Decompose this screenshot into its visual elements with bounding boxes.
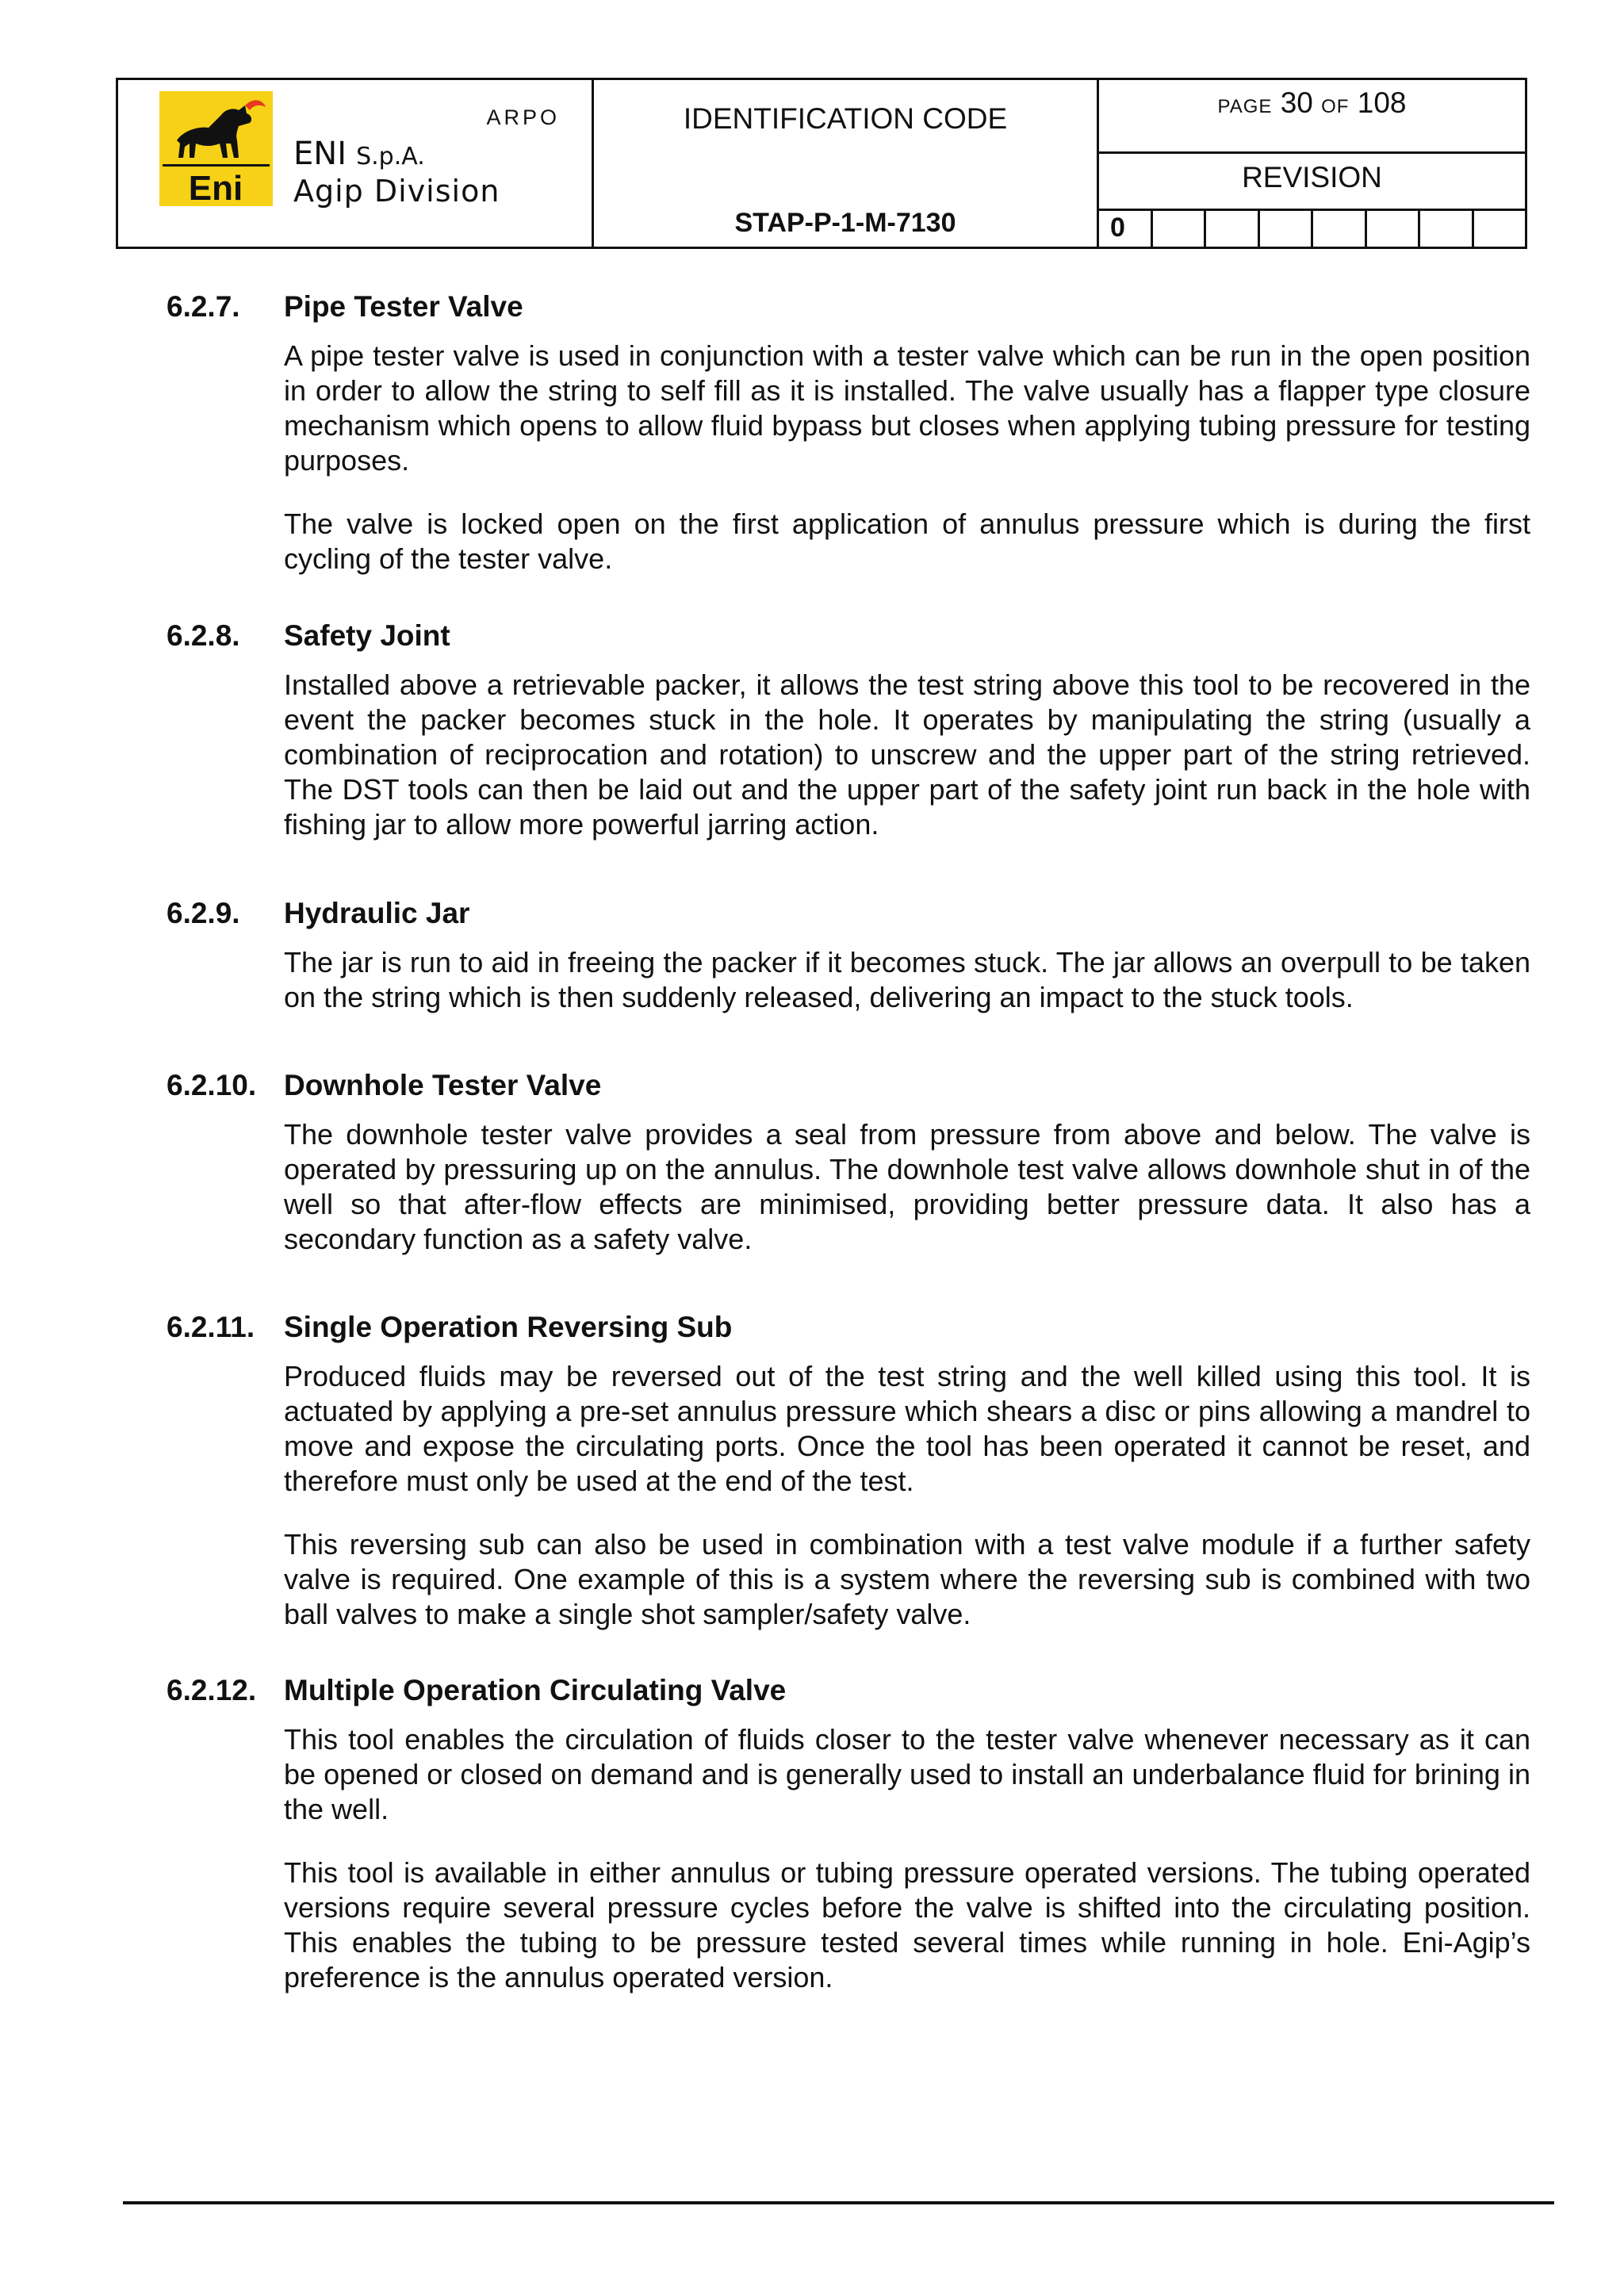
section-number: 6.2.8. bbox=[167, 619, 240, 652]
paragraph: This reversing sub can also be used in combination with a test valve module if a further safety valve is required. One example of this is a system where the reversing sub is combined with two ball valves to make a single shot sampler/safety valve. bbox=[284, 1528, 1530, 1630]
paragraph: This tool is available in either annulus or tubing pressure operated versions. The tubing operated versions require several pressure cycles before the valve is shifted into the circulating position. This enables the tubing to be pressure tested several times while running in hole. Eni-Agip’s preference is the annulus operated version. bbox=[284, 1856, 1530, 1993]
section-heading bbox=[167, 289, 1530, 324]
section-heading bbox=[167, 1068, 1530, 1103]
document-header bbox=[116, 78, 1527, 249]
page-prefix: PAGE bbox=[1217, 96, 1273, 117]
eni-logo bbox=[159, 91, 273, 206]
section-downhole-tester-valve bbox=[167, 1068, 1530, 1285]
revision-grid bbox=[1099, 209, 1525, 247]
revision-cell bbox=[1260, 209, 1314, 247]
revision-cell bbox=[1313, 209, 1367, 247]
paragraph: Produced fluids may be reversed out of the test string and the well killed using this tool. It is actuated by applying a pre-set annulus pressure which shears a disc or pins allowing a mandrel to move and expose the circulating ports. Once the tool has been operated it cannot be reset, and therefore must only be used at the end of the test. bbox=[284, 1360, 1530, 1497]
section-number: 6.2.7. bbox=[167, 290, 240, 323]
identification-code-value: STAP-P-1-M-7130 bbox=[734, 208, 956, 238]
logo-text: Eni bbox=[188, 169, 243, 206]
company-cell bbox=[118, 80, 594, 247]
company-name-suffix: S.p.A. bbox=[356, 143, 425, 170]
revision-cell bbox=[1420, 209, 1474, 247]
section-heading bbox=[167, 1310, 1530, 1345]
page-indicator bbox=[1099, 80, 1525, 154]
section-pipe-tester-valve bbox=[167, 289, 1530, 605]
section-number: 6.2.9. bbox=[167, 897, 240, 929]
paragraph: A pipe tester valve is used in conjunction with a tester valve which can be run in the open position in order to allow the string to self fill as it is installed. The valve usually has a flapper type closure mechanism which opens to allow fluid bypass but closes when applying tubing pressure for testing purposes. bbox=[284, 339, 1530, 477]
section-heading bbox=[167, 618, 1530, 653]
revision-header bbox=[1099, 151, 1525, 211]
section-number: 6.2.12. bbox=[167, 1674, 257, 1706]
paragraph: This tool enables the circulation of fluids closer to the tester valve whenever necessary as it can be opened or closed on demand and is generally used to install an underbalance fluid for brining in the well. bbox=[284, 1723, 1530, 1825]
section-heading bbox=[167, 896, 1530, 931]
section-title: Pipe Tester Valve bbox=[284, 290, 523, 323]
revision-cell bbox=[1474, 209, 1526, 247]
section-title: Single Operation Reversing Sub bbox=[284, 1311, 733, 1343]
page-number: 30 bbox=[1280, 86, 1313, 119]
page-total: 108 bbox=[1357, 86, 1407, 119]
section-heading bbox=[167, 1673, 1530, 1708]
arpo-label: ARPO bbox=[486, 105, 560, 129]
section-hydraulic-jar bbox=[167, 896, 1530, 1044]
company-name bbox=[293, 136, 425, 172]
page-of: OF bbox=[1321, 96, 1350, 117]
revision-cell: 0 bbox=[1099, 209, 1153, 247]
section-number: 6.2.10. bbox=[167, 1069, 257, 1101]
revision-label: REVISION bbox=[1242, 161, 1382, 193]
section-number: 6.2.11. bbox=[167, 1311, 255, 1343]
section-single-operation-reversing-sub bbox=[167, 1310, 1530, 1660]
section-title: Multiple Operation Circulating Valve bbox=[284, 1674, 787, 1706]
section-title: Safety Joint bbox=[284, 619, 450, 652]
division-name: Agip Division bbox=[293, 174, 500, 209]
section-title: Downhole Tester Valve bbox=[284, 1069, 602, 1101]
section-safety-joint bbox=[167, 618, 1530, 871]
paragraph: The valve is locked open on the first application of annulus pressure which is during the first cycling of the tester valve. bbox=[284, 507, 1530, 575]
company-name-main: ENI bbox=[293, 136, 347, 172]
revision-cell bbox=[1367, 209, 1421, 247]
section-multiple-operation-circulating-valve bbox=[167, 1673, 1530, 2024]
paragraph: The jar is run to aid in freeing the packer if it becomes stuck. The jar allows an overpull to be taken on the string which is then suddenly released, delivering an impact to the stuck tools. bbox=[284, 946, 1530, 1013]
revision-cell bbox=[1153, 209, 1207, 247]
footer-rule bbox=[123, 2201, 1554, 2204]
paragraph: Installed above a retrievable packer, it allows the test string above this tool to be recovered in the event the packer becomes stuck in the hole. It operates by manipulating the string (usually a combination of reciprocation and rotation) to unscrew and the upper part of the string retrieved. The DST tools can then be laid out and the upper part of the safety joint run back in the hole with fishing jar to allow more powerful jarring action. bbox=[284, 668, 1530, 841]
revision-cell bbox=[1206, 209, 1260, 247]
section-title: Hydraulic Jar bbox=[284, 897, 470, 929]
identification-cell bbox=[594, 80, 1099, 247]
identification-code-label: IDENTIFICATION CODE bbox=[683, 102, 1008, 135]
page-revision-cell bbox=[1099, 80, 1525, 247]
paragraph: The downhole tester valve provides a seal from pressure from above and below. The valve is operated by pressuring up on the annulus. The downhole test valve allows downhole shut in of the well so that after-flow effects are minimised, providing better pressure data. It also has a secondary function as a safety valve. bbox=[284, 1118, 1530, 1255]
